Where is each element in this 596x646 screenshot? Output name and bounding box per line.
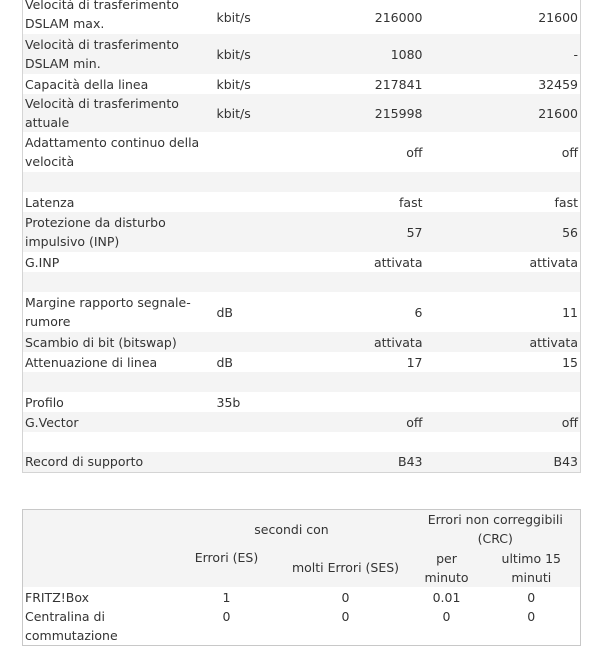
row-per-minute: 0 xyxy=(442,609,451,624)
table-row xyxy=(23,332,581,352)
row-label: Protezione da disturbo impulsivo (INP) xyxy=(23,212,215,252)
row-upstream: off xyxy=(425,412,581,432)
table-row xyxy=(23,292,581,332)
header-crc-errors: Errori non correggibili (CRC) xyxy=(411,510,581,549)
row-downstream: 17 xyxy=(406,354,423,370)
row-downstream: 6 xyxy=(414,304,423,320)
row-label: G.Vector xyxy=(23,412,215,432)
row-upstream: 32459 xyxy=(538,76,578,92)
row-downstream: off xyxy=(406,144,423,160)
table-row xyxy=(23,412,581,432)
table-row xyxy=(23,587,581,607)
row-upstream: 15 xyxy=(562,354,578,370)
row-label: Centralina di commutazione xyxy=(25,609,118,643)
row-label: Adattamento continuo della velocità xyxy=(25,135,200,169)
row-upstream: B43 xyxy=(425,452,581,472)
row-es: 1 xyxy=(222,589,231,605)
row-label: Capacità della linea xyxy=(25,76,149,92)
row-upstream: 56 xyxy=(425,212,581,252)
table-row-spacer xyxy=(23,272,581,292)
row-downstream: 215998 xyxy=(275,94,425,132)
table-row xyxy=(23,452,581,472)
row-label: FRITZ!Box xyxy=(25,589,90,605)
header-per-minute: per minuto xyxy=(411,548,483,587)
row-downstream: off xyxy=(275,412,425,432)
table-row xyxy=(23,252,581,272)
row-label: Attenuazione di linea xyxy=(25,354,158,370)
dsl-info-table xyxy=(22,0,581,473)
header-last-15-min: ultimo 15 minuti xyxy=(483,548,581,587)
row-upstream: fast xyxy=(554,194,578,210)
row-last-15-min: 0 xyxy=(527,609,536,624)
header-seconds-with: secondi con xyxy=(173,510,411,549)
row-downstream: 216000 xyxy=(374,9,423,25)
table-row-spacer xyxy=(23,372,581,392)
row-unit xyxy=(215,332,275,352)
row-label: Record di supporto xyxy=(23,452,215,472)
header-es: Errori (ES) xyxy=(173,548,281,587)
row-label: Velocità di trasferimento attuale xyxy=(23,94,215,132)
table-row xyxy=(23,192,581,212)
table-row xyxy=(23,74,581,94)
row-upstream: 21600 xyxy=(538,9,578,25)
row-label: Margine rapporto segnale-rumore xyxy=(25,295,191,329)
row-label: Velocità di trasferimento DSLAM max. xyxy=(25,0,179,31)
row-label: Profilo xyxy=(25,394,64,410)
table-row xyxy=(23,212,581,252)
row-label: Velocità di trasferimento DSLAM min. xyxy=(23,34,215,74)
row-upstream: - xyxy=(425,34,581,74)
row-downstream: 217841 xyxy=(374,76,423,92)
row-upstream: 11 xyxy=(562,304,578,320)
row-downstream: 57 xyxy=(275,212,425,252)
row-unit: kbit/s xyxy=(215,34,275,74)
row-unit xyxy=(215,252,275,272)
table-row xyxy=(23,94,581,132)
row-upstream: attivata xyxy=(529,254,578,270)
row-upstream: off xyxy=(561,144,578,160)
row-unit xyxy=(215,132,275,172)
row-ses: 0 xyxy=(341,589,350,605)
header-ses: molti Errori (SES) xyxy=(281,548,411,587)
table-row xyxy=(23,392,581,412)
row-upstream: attivata xyxy=(425,332,581,352)
row-ses: 0 xyxy=(341,609,350,624)
row-per-minute: 0.01 xyxy=(432,589,461,605)
table-row xyxy=(23,132,581,172)
row-unit xyxy=(215,452,275,472)
row-upstream: 21600 xyxy=(425,94,581,132)
row-downstream xyxy=(275,392,425,412)
row-unit: dB xyxy=(216,354,234,370)
row-downstream: 1080 xyxy=(275,34,425,74)
row-unit: 35b xyxy=(216,394,241,410)
row-downstream: fast xyxy=(399,194,423,210)
row-label: Latenza xyxy=(25,194,75,210)
row-unit: dB xyxy=(216,304,234,320)
header-group-row xyxy=(23,510,581,549)
row-downstream: attivata xyxy=(275,332,425,352)
row-label: Scambio di bit (bitswap) xyxy=(23,332,215,352)
row-label: G.INP xyxy=(25,254,60,270)
row-unit xyxy=(215,412,275,432)
row-unit xyxy=(215,212,275,252)
row-unit: kbit/s xyxy=(215,94,275,132)
error-statistics-table xyxy=(22,509,581,646)
header-sub-row xyxy=(23,548,581,587)
table-row-spacer xyxy=(23,432,581,452)
row-upstream xyxy=(425,392,581,412)
table-row-spacer xyxy=(23,172,581,192)
row-last-15-min: 0 xyxy=(527,589,536,605)
row-unit: kbit/s xyxy=(216,9,251,25)
row-unit: kbit/s xyxy=(216,76,251,92)
row-unit xyxy=(215,192,275,212)
row-downstream: attivata xyxy=(373,254,423,270)
table-row xyxy=(23,352,581,372)
table-row xyxy=(23,0,581,34)
row-es: 0 xyxy=(222,609,231,624)
row-downstream: B43 xyxy=(275,452,425,472)
table-row xyxy=(23,34,581,74)
